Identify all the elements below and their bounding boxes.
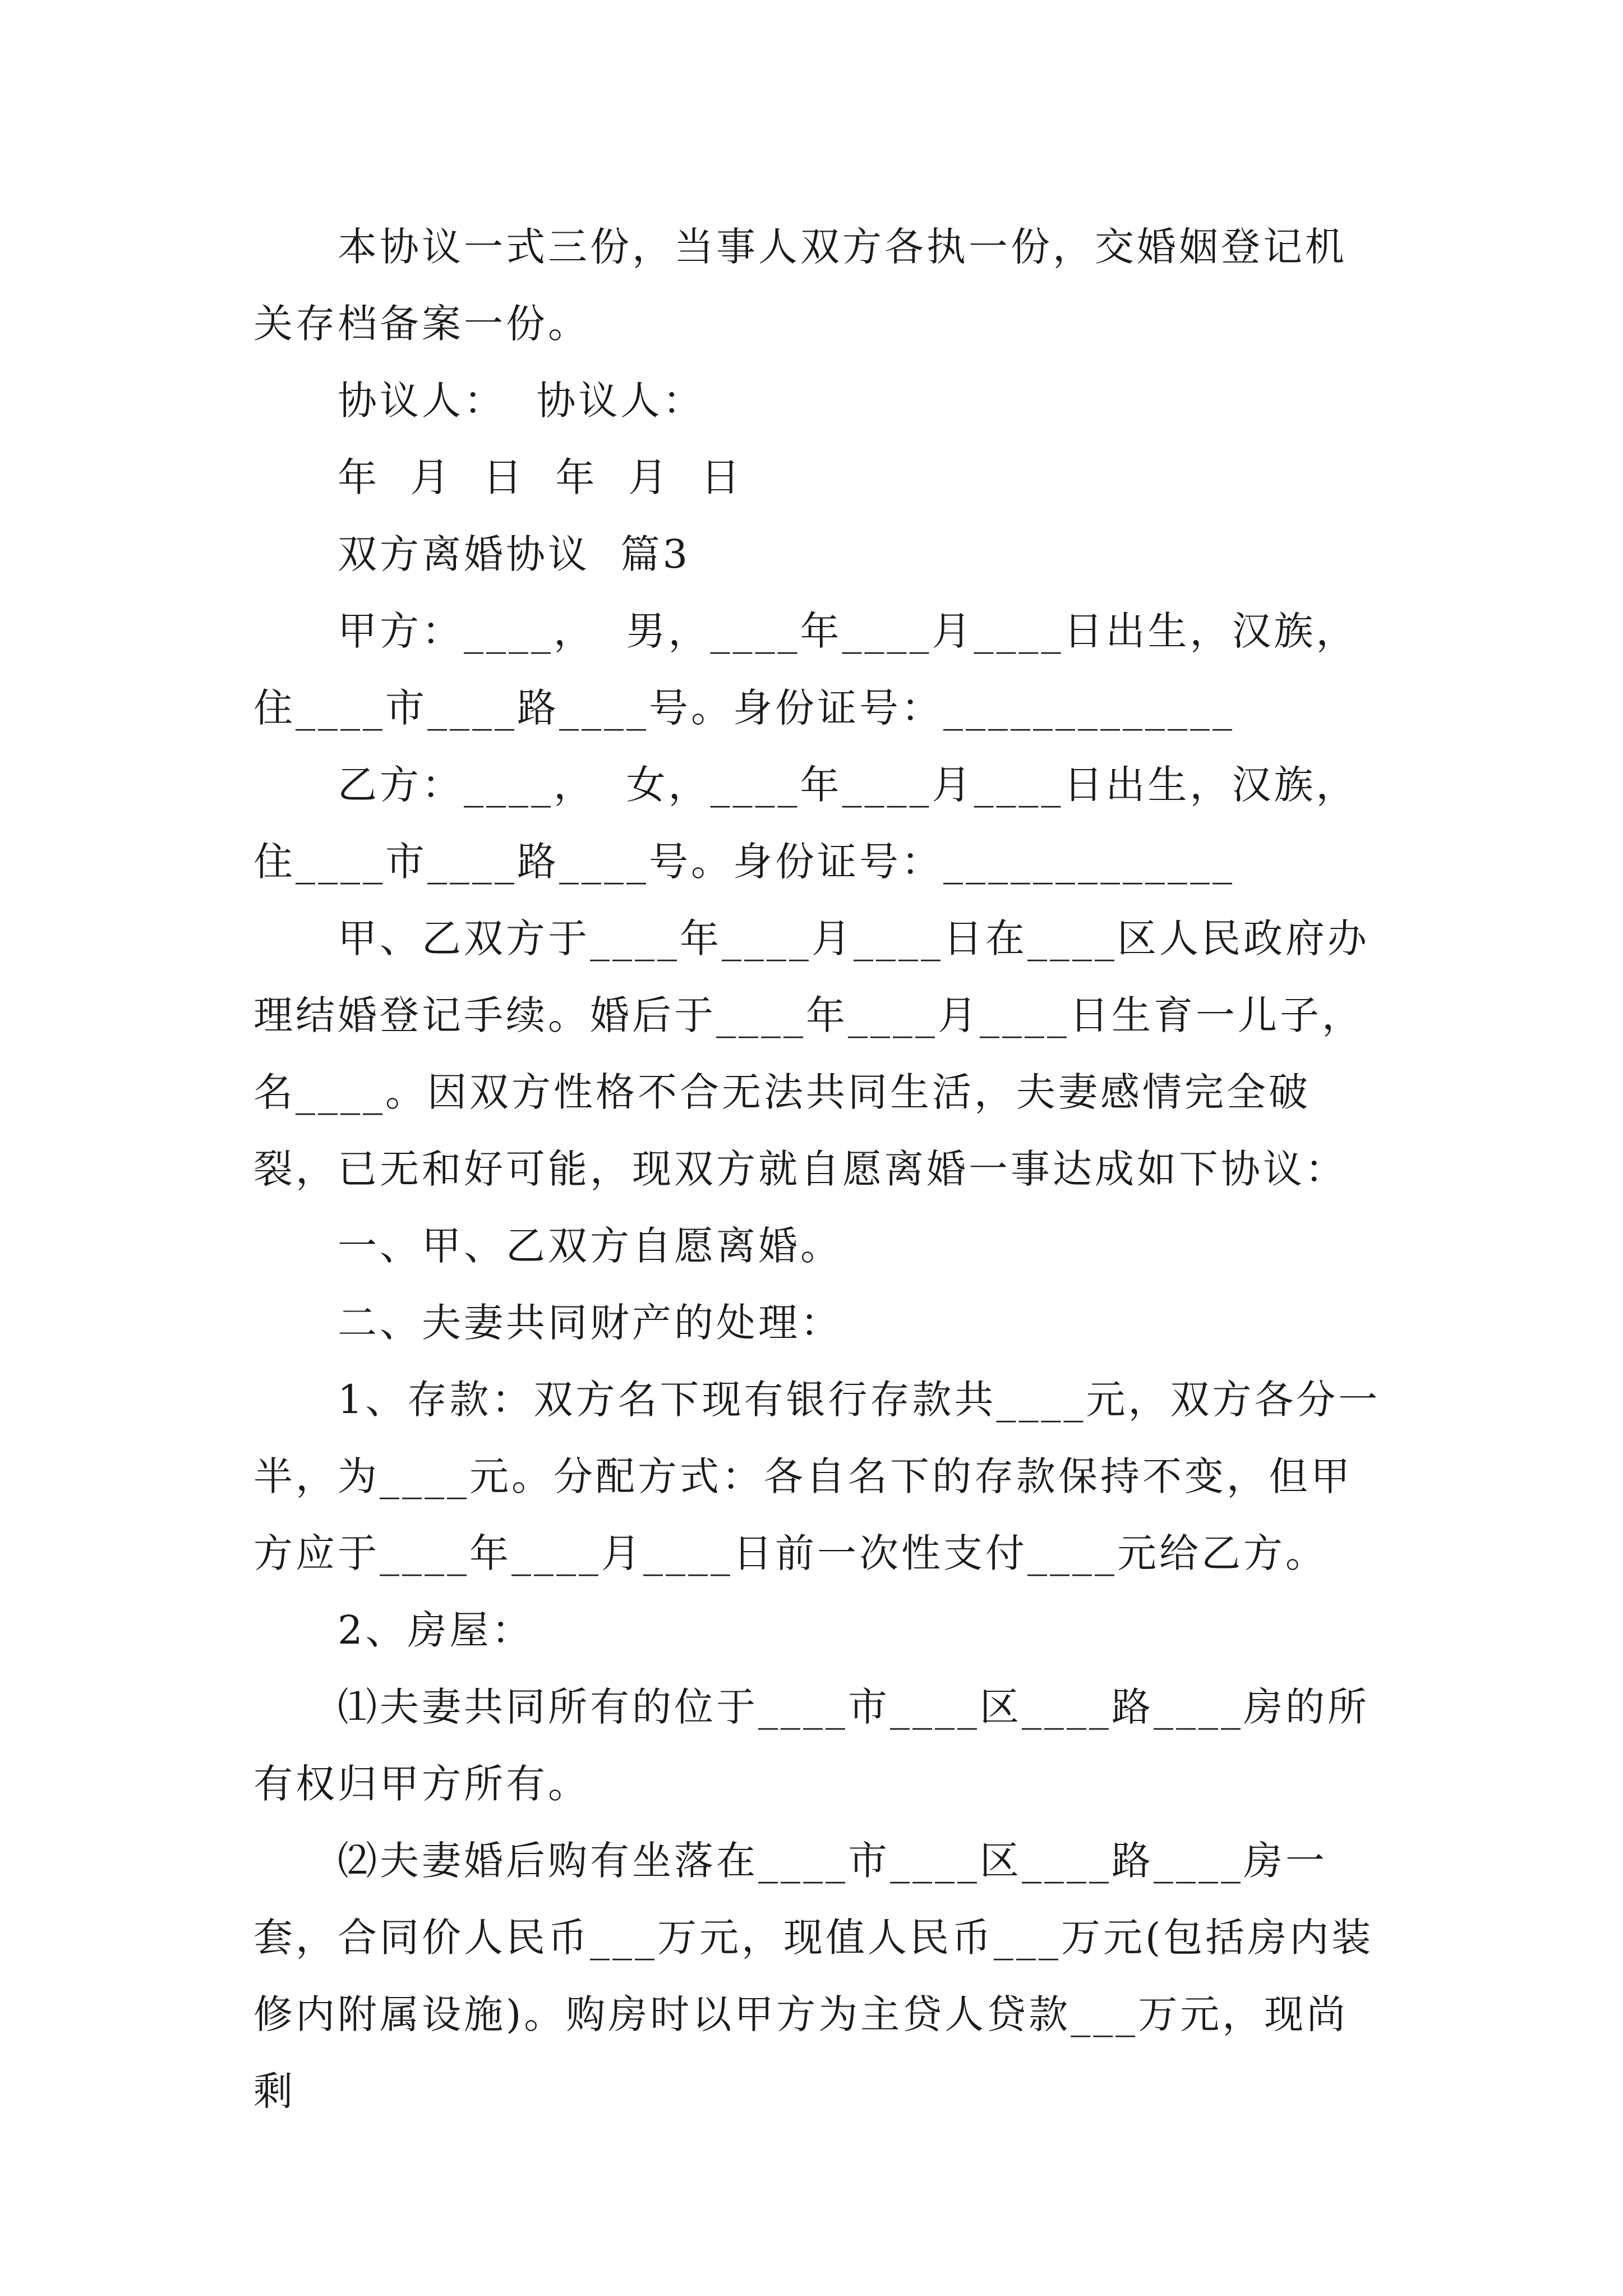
clause-2-housing: 2、房屋： [338, 1607, 534, 1653]
paragraph-dates: 年 月 日 年 月 日 [338, 454, 743, 500]
clause-2: 二、夫妻共同财产的处理： [338, 1300, 842, 1346]
paragraph-party-b: 乙方：____， 女，____年____月____日出生，汉族，住____市____路____号。身份证号：_____________ [253, 762, 1358, 885]
paragraph-background: 甲、乙双方于____年____月____日在____区人民政府办理结婚登记手续。婚后于____年____月____日生育一儿子，名____。因双方性格不合无法共同生活，夫妻感情完全破裂，已无和好可能，现双方就自愿离婚一事达成如下协议： [253, 915, 1370, 1192]
paragraph-party-a: 甲方：____， 男，____年____月____日出生，汉族，住____市____路____号。身份证号：_____________ [253, 608, 1358, 731]
clause-2-housing-item-1: ⑴夫妻共同所有的位于____市____区____路____房的所有权归甲方所有。 [253, 1684, 1370, 1807]
section-heading: 双方离婚协议 篇3 [338, 531, 691, 577]
clause-1: 一、甲、乙双方自愿离婚。 [338, 1223, 842, 1269]
paragraph-signatories: 协议人： 协议人： [338, 378, 705, 424]
paragraph-copies: 本协议一式三份，当事人双方各执一份，交婚姻登记机关存档备案一份。 [253, 224, 1347, 347]
clause-2-housing-item-2: ⑵夫妻婚后购有坐落在____市____区____路____房一套，合同价人民币___万元，现值人民币___万元(包括房内装修内附属设施)。购房时以甲方为主贷人贷款___万元，现尚剩 [253, 1838, 1374, 2114]
clause-2-savings: 1、存款：双方名下现有银行存款共____元，双方各分一半，为____元。分配方式：各自名下的存款保持不变，但甲方应于____年____月____日前一次性支付____元给乙方。 [253, 1377, 1381, 1576]
document-page [253, 209, 1386, 2130]
